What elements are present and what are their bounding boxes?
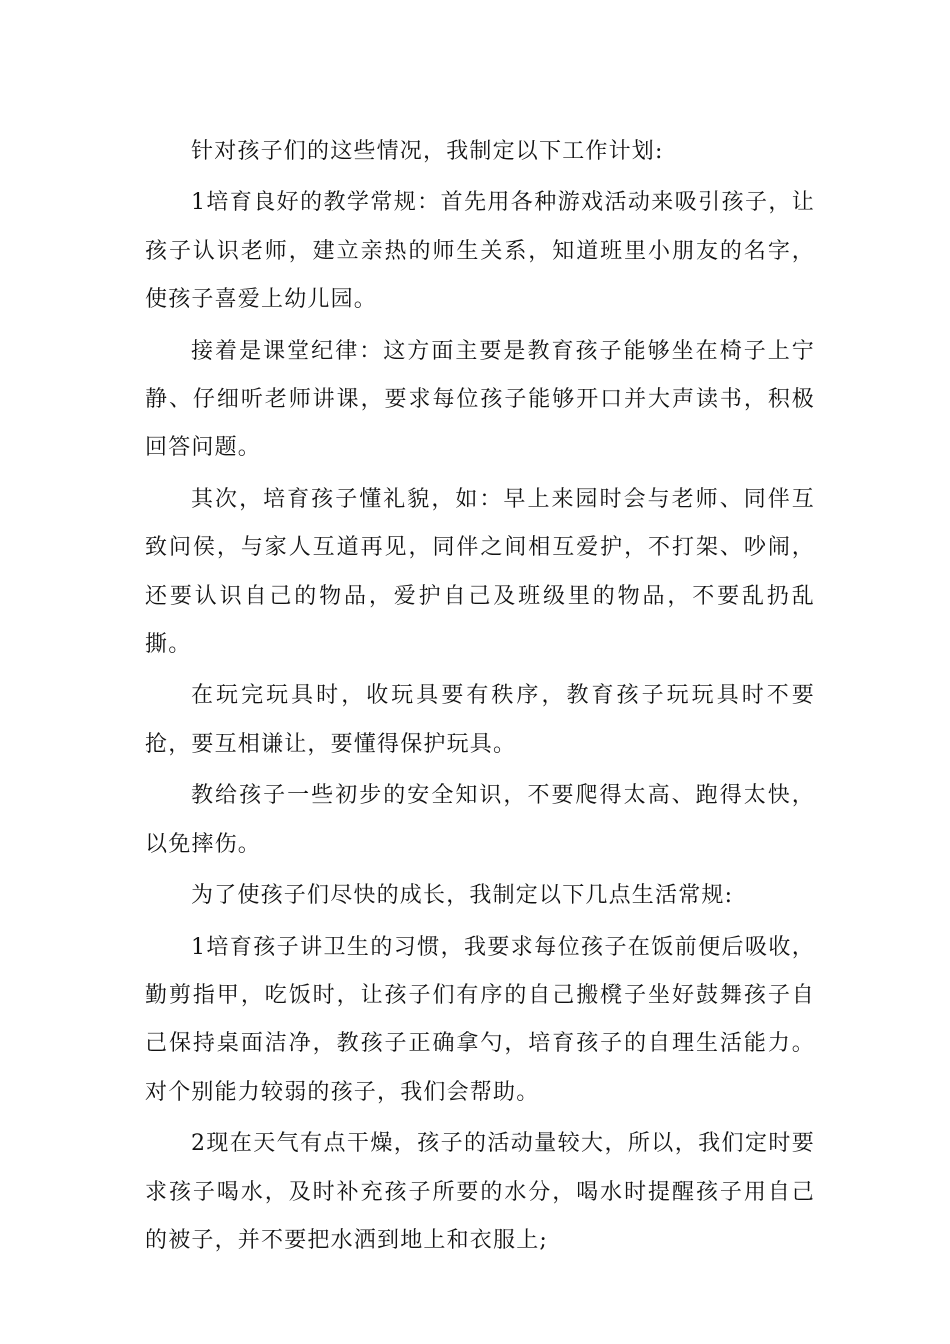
paragraph-work-plan-intro: 针对孩子们的这些情况，我制定以下工作计划: [191, 139, 664, 164]
paragraph-safety: 教给孩子一些初步的安全知识，不要爬得太高、跑得太快，以免摔伤。 [145, 783, 815, 857]
document-body [145, 128, 815, 1268]
paragraph-toys: 在玩完玩具时，收玩具要有秩序，教育孩子玩玩具时不要抢，要互相谦让，要懂得保护玩具。 [145, 683, 815, 757]
paragraph-life-routine-intro: 为了使孩子们尽快的成长，我制定以下几点生活常规: [191, 883, 734, 909]
paragraph-teaching-routine: 1培育良好的教学常规：首先用各种游戏活动来吸引孩子，让孩子认识老师，建立亲热的师生关系，知道班里小朋友的名字，使孩子喜爱上幼儿园。 [145, 190, 815, 313]
paragraph-drinking-water: 2现在天气有点干燥，孩子的活动量较大，所以，我们定时要求孩子喝水，及时补充孩子所要的水分，喝水时提醒孩子用自己的被子，并不要把水洒到地上和衣服上; [145, 1131, 815, 1253]
paragraph-hygiene: 1培育孩子讲卫生的习惯，我要求每位孩子在饭前便后吸收，勤剪指甲，吃饭时，让孩子们有序的自己搬櫈子坐好鼓舞孩子自己保持桌面洁净，教孩子正确拿勺，培育孩子的自理生活能力。对个别能力较弱的孩子，我们会帮助。 [145, 934, 815, 1105]
paragraph-manners: 其次，培育孩子懂礼貌，如：早上来园时会与老师、同伴互致问侯，与家人互道再见，同伴之间相互爱护，不打架、吵闹，还要认识自己的物品，爱护自己及班级里的物品，不要乱扔乱撕。 [145, 486, 815, 658]
paragraph-classroom-discipline: 接着是课堂纪律：这方面主要是教育孩子能够坐在椅子上宁静、仔细听老师讲课，要求每位孩子能够开口并大声读书，积极回答问题。 [145, 338, 815, 461]
